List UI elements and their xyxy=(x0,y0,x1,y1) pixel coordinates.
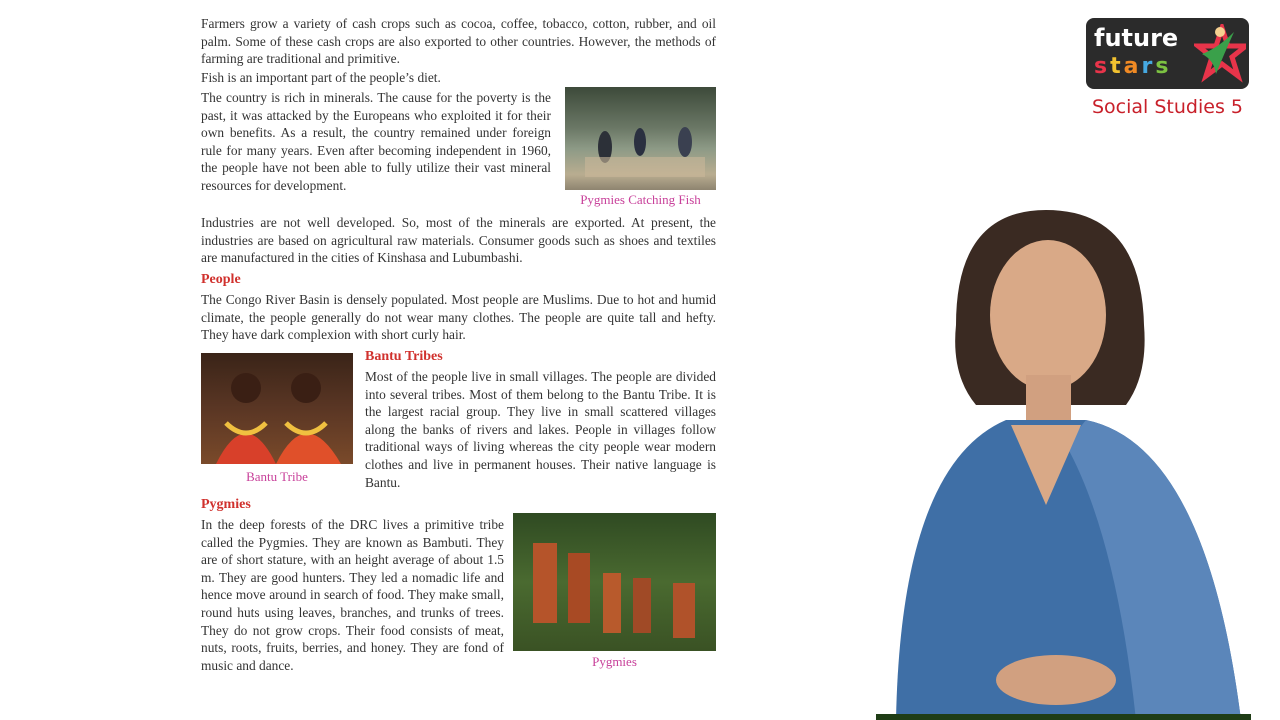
bantu-tribe-photo xyxy=(201,353,353,464)
heading-pygmies: Pygmies xyxy=(201,497,251,512)
heading-people: People xyxy=(201,272,241,287)
caption-pygmies: Pygmies xyxy=(592,654,637,669)
heading-bantu-tribes: Bantu Tribes xyxy=(365,349,443,364)
subject-title: Social Studies 5 xyxy=(1092,96,1243,118)
caption-bantu: Bantu Tribe xyxy=(246,469,308,484)
paragraph-people: The Congo River Basin is densely populated. Most people are Muslims. Due to hot and humid climate, the people generally do not wear many clothes. The people are quite tall and hefty. They have dark complexion with short curly hair. xyxy=(201,292,716,343)
bottom-bar xyxy=(876,714,1251,720)
logo-text-stars: stars xyxy=(1094,54,1172,79)
future-stars-logo xyxy=(1086,18,1249,89)
pygmies-photo xyxy=(513,513,716,651)
presenter-avatar xyxy=(886,205,1256,720)
paragraph-cash-crops: Farmers grow a variety of cash crops such as cocoa, coffee, tobacco, cotton, rubber, and oil palm. Some of these cash crops are also exported to other countries. However, the methods of farming are traditional and primitive. xyxy=(201,16,716,67)
paragraph-fish: Fish is an important part of the people’s diet. xyxy=(201,70,441,85)
caption-fishing: Pygmies Catching Fish xyxy=(580,192,701,207)
fishing-photo xyxy=(565,87,716,190)
paragraph-industries: Industries are not well developed. So, most of the minerals are exported. At present, the industries are based on agricultural raw materials. Consumer goods such as shoes and textiles are manufactured in the cities of Kinshasa and Lubumbashi. xyxy=(201,215,716,266)
star-icon xyxy=(1194,24,1246,84)
paragraph-minerals: The country is rich in minerals. The cause for the poverty is the past, it was attacked by the Europeans who exploited it for their own benefits. As a result, the country remained under foreign rule for many years. Even after becoming independent in 1960, the people have not been able to fully utilize their vast mineral resources for development. xyxy=(201,90,551,193)
logo-text: future xyxy=(1094,24,1179,52)
paragraph-pygmies: In the deep forests of the DRC lives a primitive tribe called the Pygmies. They are known as Bambuti. They are of short stature, with an height average of about 1.5 m. They are good hunters. They led a nomadic life and hence move around in search of food. They make small, round huts using leaves, branches, and trunks of trees. They do not grow crops. Their food consists of meat, nuts, roots, fruits, berries, and honey. They are fond of music and dance. xyxy=(201,517,504,673)
paragraph-bantu: Most of the people live in small villages. The people are divided into several tribes. Most of them belong to the Bantu Tribe. It is the largest racial group. They live in small scattered villages along the banks of rivers and lakes. People in villages follow traditional ways of living whereas the city people wear modern clothes and live in permanent houses. Their native language is Bantu. xyxy=(365,369,716,490)
